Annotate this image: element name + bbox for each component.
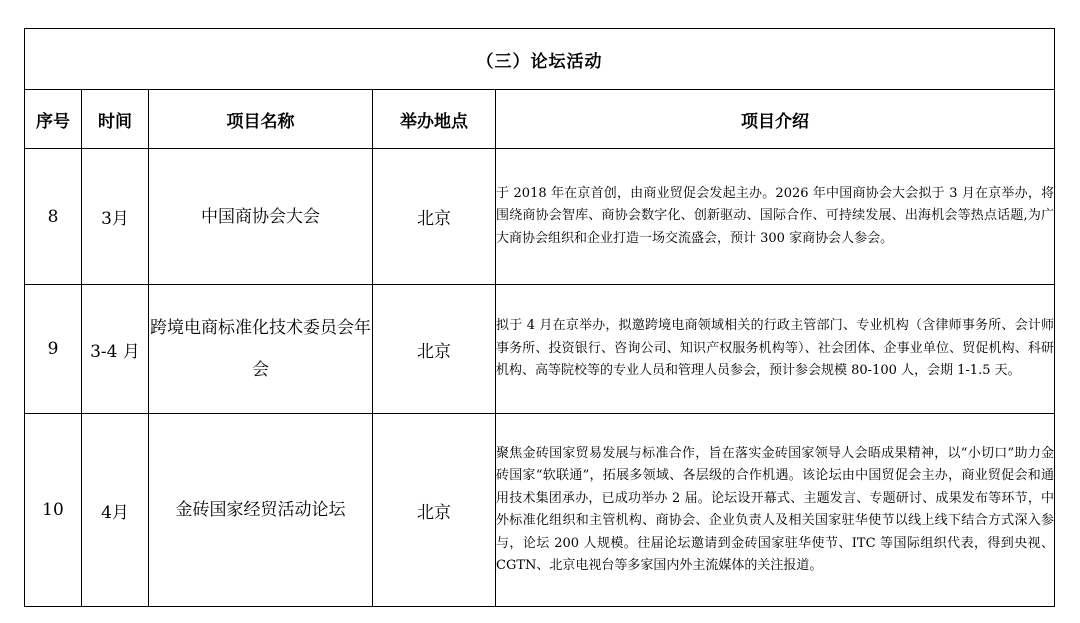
- row-time: 4月: [82, 414, 149, 607]
- row-location: 北京: [373, 149, 496, 285]
- row-introduction: 于 2018 年在京首创，由商业贸促会发起主办。2026 年中国商协会大会拟于 3 月在京举办，将围绕商协会智库、商协会数字化、创新驱动、国际合作、可持续发展、出海机会等热点话题,为广大商协会组织和企业打造一场交流盛会，预计 300 家商协会人参会。: [496, 149, 1055, 285]
- row-introduction: 聚焦金砖国家贸易发展与标准合作，旨在落实金砖国家领导人会晤成果精神，以“小切口”助力金砖国家“软联通”，拓展多领域、各层级的合作机遇。该论坛由中国贸促会主办，商业贸促会和通用技术集团承办，已成功举办 2 届。论坛设开幕式、主题发言、专题研讨、成果发布等环节，中外标准化组织和主管机构、商协会、企业负责人及相关国家驻华使节以线上线下结合方式深入参与，论坛 200 人规模。往届论坛邀请到金砖国家驻华使节、ITC 等国际组织代表，得到央视、CGTN、北京电视台等多家国内外主流媒体的关注报道。: [496, 414, 1055, 607]
- table-row: [25, 285, 1055, 414]
- row-project-name: 金砖国家经贸活动论坛: [149, 414, 373, 607]
- column-header-time: 时间: [82, 90, 149, 149]
- row-number: 10: [25, 414, 82, 607]
- row-number: 9: [25, 285, 82, 414]
- column-header-number: 序号: [25, 90, 82, 149]
- column-header-introduction: 项目介绍: [496, 90, 1055, 149]
- table-row: [25, 414, 1055, 607]
- forum-activities-table: [24, 28, 1055, 607]
- row-time: 3-4 月: [82, 285, 149, 414]
- table-row: [25, 149, 1055, 285]
- column-header-location: 举办地点: [373, 90, 496, 149]
- row-project-name: 中国商协会大会: [149, 149, 373, 285]
- section-title-row: [25, 29, 1055, 90]
- table-header-row: [25, 90, 1055, 149]
- row-location: 北京: [373, 414, 496, 607]
- row-project-name: 跨境电商标准化技术委员会年会: [149, 285, 373, 414]
- row-time: 3月: [82, 149, 149, 285]
- section-title: （三）论坛活动: [25, 29, 1055, 90]
- row-number: 8: [25, 149, 82, 285]
- row-introduction: 拟于 4 月在京举办，拟邀跨境电商领域相关的行政主管部门、专业机构（含律师事务所、会计师事务所、投资银行、咨询公司、知识产权服务机构等）、社会团体、企事业单位、贸促机构、科研机构、高等院校等的专业人员和管理人员参会，预计参会规模 80-100 人，会期 1-1.5 天。: [496, 285, 1055, 414]
- column-header-project-name: 项目名称: [149, 90, 373, 149]
- row-location: 北京: [373, 285, 496, 414]
